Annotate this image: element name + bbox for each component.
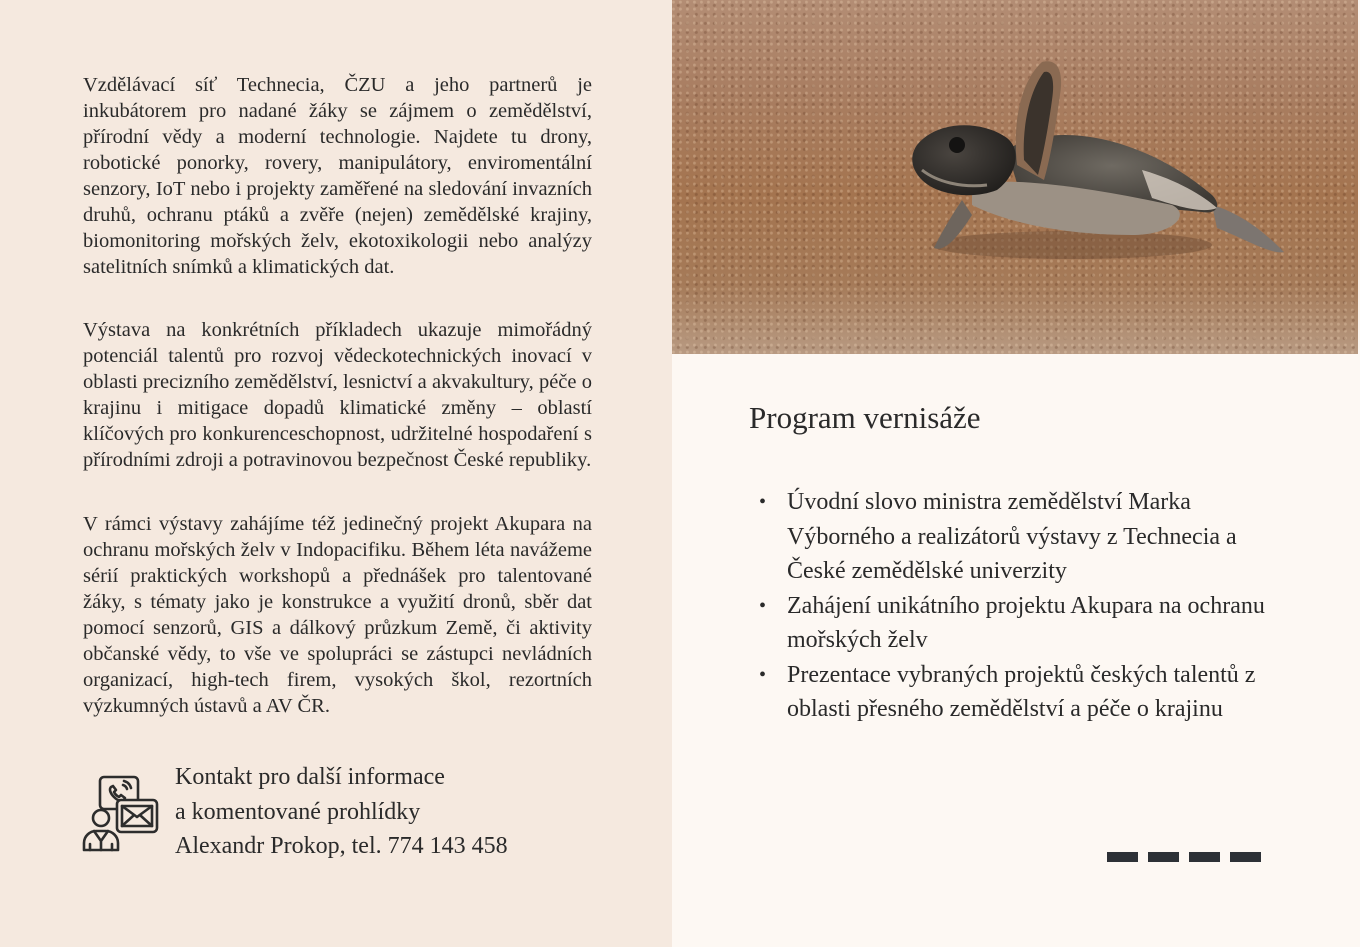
bullet-icon: • [759,491,767,513]
program-item [749,589,1289,658]
program-item [749,485,1289,589]
right-panel [672,0,1360,947]
left-panel [0,0,672,947]
contact-text [175,760,508,864]
program-item [749,658,1289,727]
page-indicator-dash [1230,852,1261,862]
program-item-text: Úvodní slovo ministra zemědělství Marka Výborného a realizátorů výstavy z Technecia a České zemědělské univerzity [787,489,1237,584]
sea-turtle-hatchling-illustration [672,0,1358,354]
contact-line-2: a komentované prohlídky [175,798,421,825]
bullet-icon: • [759,594,767,617]
contact-line-1: Kontakt pro další informace [175,764,445,790]
program-list [749,485,1289,727]
akupara-paragraph: V rámci výstavy zahájíme též jedinečný projekt Akupara na ochranu mořských želv v Indopacifiku. Během léta navážeme sérií praktických workshopů a přednášek pro talentované žáky, s tématy jako je konstrukce a využití dronů, sběr dat pomocí senzorů, GIS a dálkový průzkum Země, či aktivity občanské vědy, to vše ve spolupráci se zástupci nevládních organizací, high-tech firem, vysokých škol, rezortních výzkumných ústavů a AV ČR. [83,513,592,717]
program-item-text: Zahájení unikátního projektu Akupara na ochranu mořských želv [787,592,1265,653]
program-item-text: Prezentace vybraných projektů českých talentů z oblasti přesného zemědělství a péče o krajinu [787,661,1256,722]
turtle-photo [672,0,1358,354]
page-indicator-dash [1148,852,1179,862]
page-indicator-dash [1107,852,1138,862]
contact-line-phone: Alexandr Prokop, tel. 774 143 458 [175,833,508,859]
bullet-icon: • [759,663,767,686]
intro-paragraph: Vzdělávací síť Technecia, ČZU a jeho partnerů je inkubátorem pro nadané žáky se zájmem o zemědělství, přírodní vědy a moderní technologie. Najdete tu drony, robotické ponorky, rovery, manipulátory, enviromentální senzory, IoT nebo i projekty zaměřené na sledování invazních druhů, ochranu ptáků a zvěře (nejen) zemědělské krajiny, biomonitoring mořských želv, ekotoxikologii nebo analýzy satelitních snímků a klimatických dat. [83,74,592,278]
program-title: Program vernisáže [749,400,981,435]
contact-block [82,760,542,860]
contact-phone-mail-person-icon [82,772,162,852]
page-indicator [1107,852,1261,862]
exhibition-paragraph: Výstava na konkrétních příkladech ukazuje mimořádný potenciál talentů pro rozvoj vědeckotechnických inovací v oblasti precizního zemědělství, lesnictví a akvakultury, péče o krajinu i mitigace dopadů klimatické změny – oblastí klíčových pro konkurenceschopnost, udržitelné hospodaření s přírodními zdroji a potravinovou bezpečnost České republiky. [83,319,592,471]
page-indicator-dash [1189,852,1220,862]
